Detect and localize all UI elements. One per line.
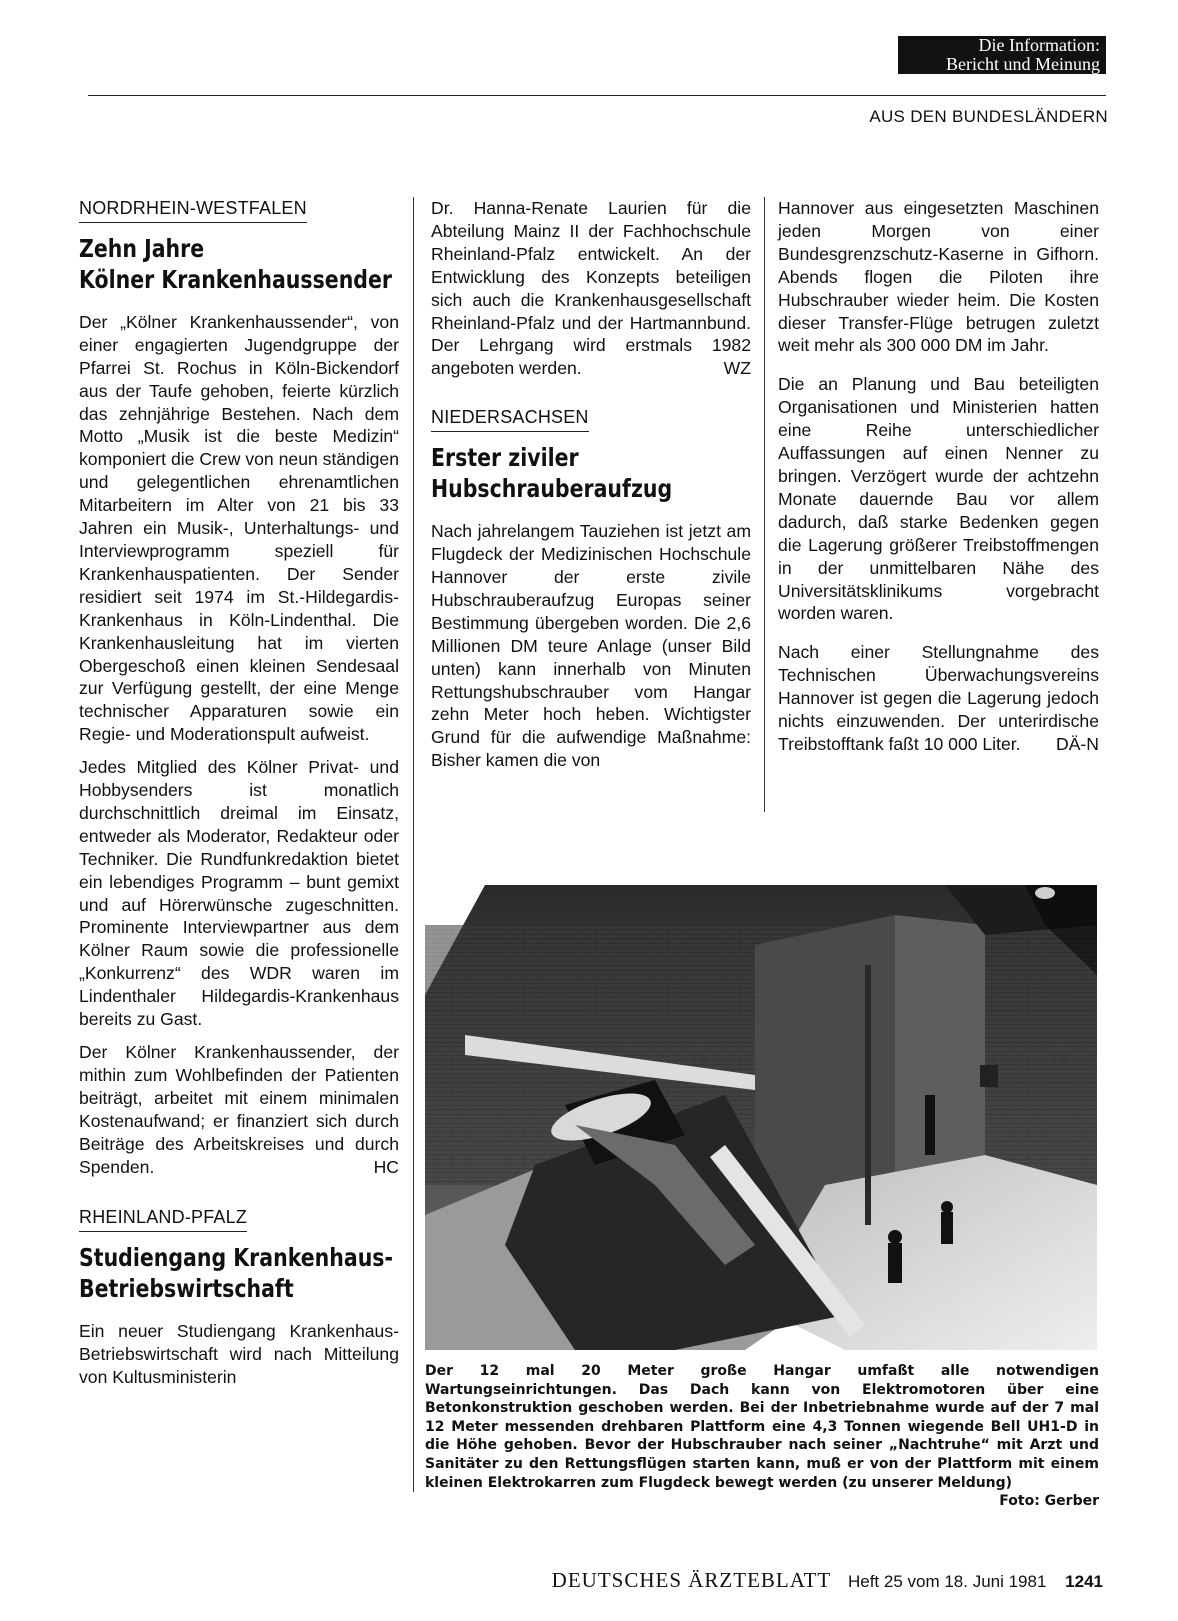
- signature-rlp: WZ: [723, 358, 751, 379]
- headline-rlp: [79, 1242, 394, 1304]
- footer-journal: DEUTSCHES ÄRZTEBLATT: [551, 1568, 832, 1592]
- paragraph-nds-3-text: Nach einer Stellungnahme des Technischen Überwachungsvereins Hannover ist gegen die Lagerung jedoch nichts einzuwenden. Der unterirdische Treibstofftank faßt 10 000 Liter.: [778, 642, 1099, 754]
- header-rule: [88, 95, 1106, 96]
- column-1: [79, 197, 399, 1389]
- photo-caption-text: Der 12 mal 20 Meter große Hangar umfaßt alle notwendigen Wartungseinrichtungen. Das Dach kann von Elektromotoren über eine Betonkonstruktion geschoben werden. Bei der Inbetriebnahme wurde auf der 7 mal 12 Meter messenden drehbaren Plattform eine 4,3 Tonnen wiegende Bell UH1-D in die Höhe gehoben. Bevor der Hubschrauber nach seiner „Nachtruhe“ mit Arzt und Sanitäter zu den Rettungsflügen starten kann, muß er von der Plattform mit einem kleinen Elektrokarren zum Flugdeck bewegt werden (zu unserer Meldung): [425, 1363, 1099, 1491]
- column-divider-2: [764, 197, 765, 812]
- headline-nds: [431, 442, 693, 504]
- header-box-line2: Bericht und Meinung: [946, 54, 1100, 74]
- hangar-photo-illustration: [425, 885, 1097, 1350]
- page-number: 1241: [1065, 1572, 1103, 1591]
- signature-nrw: HC: [373, 1156, 399, 1177]
- section-title: AUS DEN BUNDESLÄNDERN: [869, 107, 1108, 126]
- header-box: [898, 36, 1106, 74]
- paragraph-nrw-3-text: Der Kölner Krankenhaussender, der mithin zum Wohlbefinden der Patienten beiträgt, arbeitet mit einem minimalen Kostenaufwand; er finanziert sich durch Beiträge des Arbeitskreises und durch Spenden.: [79, 1042, 399, 1177]
- column-divider-1: [413, 197, 414, 1492]
- signature-nds: DÄ-N: [1055, 733, 1099, 754]
- column-2: [431, 197, 751, 772]
- paragraph-nds-1: Nach jahrelangem Tauziehen ist jetzt am Flugdeck der Medizinischen Hochschule Hannover der erste zivile Hubschrauberaufzug Europas seiner Bestimmung übergeben worden. Die 2,6 Millionen DM teure Anlage (unser Bild unten) kann innerhalb von Minuten Rettungshubschrauber vom Hangar zehn Meter hoch heben. Wichtigster Grund für die aufwendige Maßnahme: Bisher kamen die von: [431, 521, 751, 771]
- column-3: [778, 197, 1099, 756]
- page-footer: [552, 1568, 1103, 1593]
- headline-nrw-line1: Zehn Jahre: [79, 233, 205, 263]
- headline-rlp-line1: Studiengang Krankenhaus-: [79, 1243, 394, 1273]
- paragraph-nds-2: Die an Planung und Bau beteiligten Organisationen und Ministerien hatten eine Reihe unterschiedlicher Auffassungen auf einen Nenner zu bringen. Verzögert wurde der achtzehn Monate dauernde Bau vor allem dadurch, daß starke Bedenken gegen die Lagerung größerer Treibstoffmengen in der unmittelbaren Nähe des Universitätsklinikums vorgebracht worden waren.: [778, 374, 1099, 624]
- paragraph-nds-1-cont: Hannover aus eingesetzten Maschinen jeden Morgen von einer Bundesgrenzschutz-Kaserne in Gifhorn. Abends flogen die Piloten ihre Hubschrauber wieder heim. Die Kosten dieser Transfer-Flüge betrugen zuletzt weit mehr als 300 000 DM im Jahr.: [778, 198, 1099, 356]
- region-label-nrw: NORDRHEIN-WESTFALEN: [79, 197, 307, 223]
- paragraph-rlp-2: [431, 197, 751, 380]
- paragraph-nds-3: [778, 641, 1099, 756]
- header-box-line1: Die Information:: [978, 35, 1100, 55]
- paragraph-rlp-1: Ein neuer Studiengang Krankenhaus-Betriebswirtschaft wird nach Mitteilung von Kultusministerin: [79, 1321, 399, 1388]
- photo-credit: Foto: Gerber: [999, 1493, 1099, 1510]
- headline-rlp-line2: Betriebswirtschaft: [79, 1274, 294, 1304]
- paragraph-nrw-3: [79, 1041, 399, 1178]
- paragraph-nrw-2: Jedes Mitglied des Kölner Privat- und Hobbysenders ist monatlich durchschnittlich dreimal im Einsatz, entweder als Moderator, Redakteur oder Techniker. Die Rundfunkredaktion bietet ein lebendiges Programm – bunt gemixt und auf Hörerwünsche zugeschnitten. Prominente Interviewpartner aus dem Kölner Raum sowie die professionelle „Konkurrenz“ des WDR waren im Lindenthaler Hildegardis-Krankenhaus bereits zu Gast.: [79, 757, 399, 1030]
- region-label-rlp: RHEINLAND-PFALZ: [79, 1206, 247, 1232]
- paragraph-nrw-1: Der „Kölner Krankenhaussender“, von einer engagierten Jugendgruppe der Pfarrei St. Rochus in Köln-Bickendorf aus der Taufe gehoben, feierte kürzlich das zehnjährige Bestehen. Nach dem Motto „Musik ist die beste Medizin“ komponiert die Crew von neun ständigen und gelegentlichen ehrenamtlichen Mitarbeitern im Alter von 21 bis 33 Jahren ein Musik-, Unterhaltungs- und Interviewprogramm speziell für Krankenhauspatienten. Der Sender residiert seit 1974 im St.-Hildegardis-Krankenhaus in Köln-Lindenthal. Die Krankenhausleitung hat im vierten Obergeschoß einen kleinen Sendesaal zur Verfügung gestellt, der eine Menge technischer Apparaturen sowie ein Regie- und Moderationspult aufweist.: [79, 311, 399, 745]
- headline-nds-line1: Erster ziviler: [431, 443, 579, 473]
- hangar-photo: [425, 885, 1097, 1350]
- footer-issue: Heft 25 vom 18. Juni 1981: [847, 1572, 1047, 1591]
- photo-caption: [425, 1362, 1099, 1511]
- headline-nds-line2: Hubschrauberaufzug: [431, 474, 673, 504]
- paragraph-rlp-2-text: Dr. Hanna-Renate Laurien für die Abteilung Mainz II der Fachhochschule Rheinland-Pfalz entwickelt. An der Entwicklung des Konzepts beteiligen sich auch die Krankenhausgesellschaft Rheinland-Pfalz und der Hartmannbund. Der Lehrgang wird erstmals 1982 angeboten werden.: [431, 198, 751, 379]
- headline-nrw: [79, 233, 392, 295]
- region-label-nds: NIEDERSACHSEN: [431, 406, 589, 432]
- headline-nrw-line2: Kölner Krankenhaussender: [79, 264, 392, 294]
